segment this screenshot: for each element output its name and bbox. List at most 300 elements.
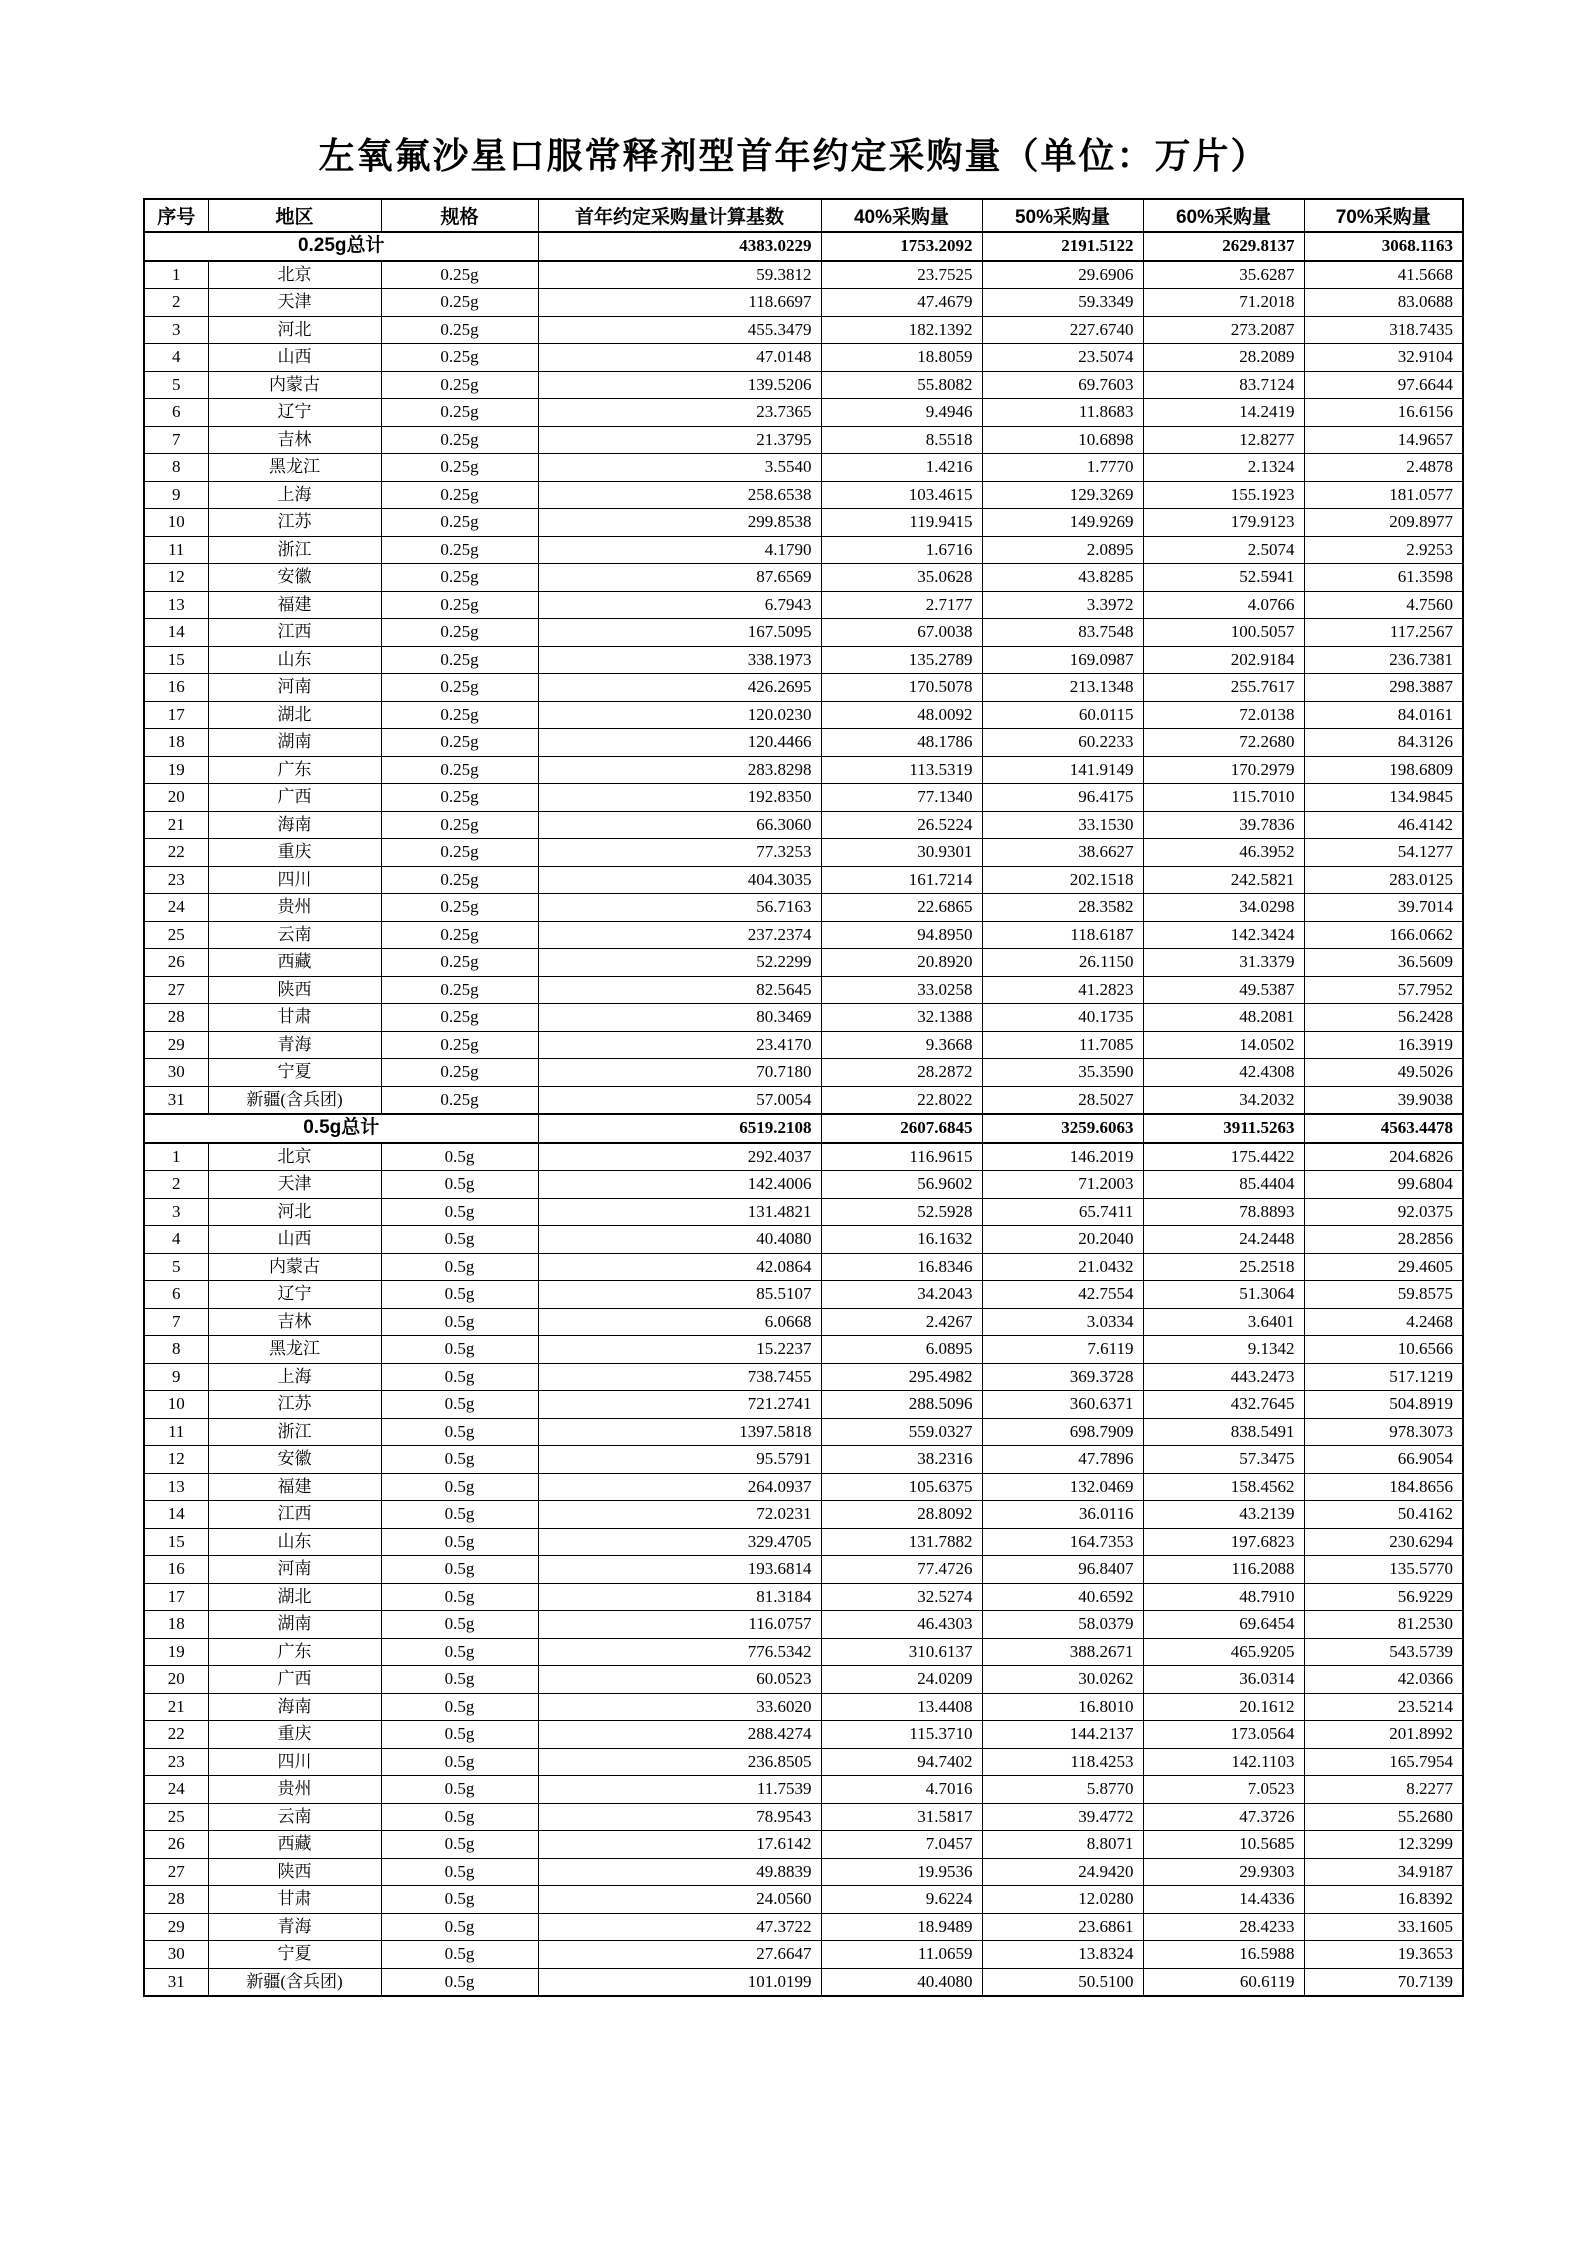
table-row	[144, 1831, 1463, 1859]
region-cell: 广西	[208, 1666, 381, 1694]
spec-cell: 0.25g	[381, 674, 538, 702]
region-cell: 广东	[208, 1638, 381, 1666]
table-row	[144, 1171, 1463, 1199]
spec-cell: 0.5g	[381, 1858, 538, 1886]
value-cell: 26.5224	[821, 811, 982, 839]
value-cell: 5.8770	[982, 1776, 1143, 1804]
table-row	[144, 481, 1463, 509]
value-cell: 8.5518	[821, 426, 982, 454]
row-number-cell: 29	[144, 1913, 208, 1941]
value-cell: 83.7548	[982, 619, 1143, 647]
region-cell: 青海	[208, 1913, 381, 1941]
value-cell: 9.3668	[821, 1031, 982, 1059]
value-cell: 142.3424	[1143, 921, 1304, 949]
spec-cell: 0.5g	[381, 1638, 538, 1666]
region-cell: 天津	[208, 1171, 381, 1199]
value-cell: 318.7435	[1304, 316, 1463, 344]
value-cell: 92.0375	[1304, 1198, 1463, 1226]
table-row	[144, 1473, 1463, 1501]
row-number-cell: 25	[144, 921, 208, 949]
value-cell: 25.2518	[1143, 1253, 1304, 1281]
row-number-cell: 7	[144, 426, 208, 454]
row-number-cell: 23	[144, 866, 208, 894]
spec-cell: 0.5g	[381, 1941, 538, 1969]
table-row	[144, 564, 1463, 592]
value-cell: 2.0895	[982, 536, 1143, 564]
spec-cell: 0.25g	[381, 811, 538, 839]
region-cell: 青海	[208, 1031, 381, 1059]
value-cell: 82.5645	[538, 976, 821, 1004]
value-cell: 69.6454	[1143, 1611, 1304, 1639]
section-total-value: 6519.2108	[538, 1114, 821, 1143]
spec-cell: 0.5g	[381, 1968, 538, 1996]
region-cell: 上海	[208, 481, 381, 509]
table-row	[144, 701, 1463, 729]
value-cell: 94.8950	[821, 921, 982, 949]
section-total-value: 3259.6063	[982, 1114, 1143, 1143]
value-cell: 29.6906	[982, 261, 1143, 289]
value-cell: 46.3952	[1143, 839, 1304, 867]
value-cell: 173.0564	[1143, 1721, 1304, 1749]
table-row	[144, 1776, 1463, 1804]
value-cell: 19.9536	[821, 1858, 982, 1886]
table-row	[144, 1418, 1463, 1446]
value-cell: 85.4404	[1143, 1171, 1304, 1199]
table-row	[144, 1583, 1463, 1611]
value-cell: 255.7617	[1143, 674, 1304, 702]
value-cell: 175.4422	[1143, 1143, 1304, 1171]
spec-cell: 0.5g	[381, 1171, 538, 1199]
row-number-cell: 16	[144, 1556, 208, 1584]
table-row	[144, 1666, 1463, 1694]
table-row	[144, 536, 1463, 564]
value-cell: 11.7085	[982, 1031, 1143, 1059]
value-cell: 78.8893	[1143, 1198, 1304, 1226]
value-cell: 38.2316	[821, 1446, 982, 1474]
value-cell: 36.0314	[1143, 1666, 1304, 1694]
spec-cell: 0.25g	[381, 454, 538, 482]
spec-cell: 0.25g	[381, 619, 538, 647]
section-total-value: 1753.2092	[821, 232, 982, 261]
value-cell: 83.7124	[1143, 371, 1304, 399]
value-cell: 39.7836	[1143, 811, 1304, 839]
value-cell: 426.2695	[538, 674, 821, 702]
value-cell: 24.9420	[982, 1858, 1143, 1886]
table-row	[144, 1308, 1463, 1336]
table-row	[144, 399, 1463, 427]
value-cell: 46.4142	[1304, 811, 1463, 839]
value-cell: 24.0560	[538, 1886, 821, 1914]
value-cell: 204.6826	[1304, 1143, 1463, 1171]
row-number-cell: 28	[144, 1004, 208, 1032]
value-cell: 6.0668	[538, 1308, 821, 1336]
value-cell: 167.5095	[538, 619, 821, 647]
value-cell: 16.1632	[821, 1226, 982, 1254]
spec-cell: 0.5g	[381, 1831, 538, 1859]
value-cell: 103.4615	[821, 481, 982, 509]
value-cell: 84.3126	[1304, 729, 1463, 757]
spec-cell: 0.5g	[381, 1748, 538, 1776]
value-cell: 443.2473	[1143, 1363, 1304, 1391]
value-cell: 23.7365	[538, 399, 821, 427]
region-cell: 陕西	[208, 976, 381, 1004]
value-cell: 46.4303	[821, 1611, 982, 1639]
value-cell: 144.2137	[982, 1721, 1143, 1749]
row-number-cell: 9	[144, 481, 208, 509]
value-cell: 42.0864	[538, 1253, 821, 1281]
value-cell: 13.8324	[982, 1941, 1143, 1969]
row-number-cell: 17	[144, 701, 208, 729]
value-cell: 21.0432	[982, 1253, 1143, 1281]
region-cell: 贵州	[208, 1776, 381, 1804]
value-cell: 12.0280	[982, 1886, 1143, 1914]
table-row	[144, 949, 1463, 977]
value-cell: 67.0038	[821, 619, 982, 647]
value-cell: 165.7954	[1304, 1748, 1463, 1776]
value-cell: 61.3598	[1304, 564, 1463, 592]
spec-cell: 0.5g	[381, 1198, 538, 1226]
value-cell: 54.1277	[1304, 839, 1463, 867]
value-cell: 35.3590	[982, 1059, 1143, 1087]
table-row	[144, 1528, 1463, 1556]
spec-cell: 0.25g	[381, 894, 538, 922]
spec-cell: 0.5g	[381, 1446, 538, 1474]
region-cell: 江西	[208, 1501, 381, 1529]
row-number-cell: 24	[144, 894, 208, 922]
value-cell: 100.5057	[1143, 619, 1304, 647]
value-cell: 155.1923	[1143, 481, 1304, 509]
row-number-cell: 11	[144, 1418, 208, 1446]
value-cell: 48.0092	[821, 701, 982, 729]
value-cell: 22.6865	[821, 894, 982, 922]
table-row	[144, 811, 1463, 839]
region-cell: 北京	[208, 1143, 381, 1171]
value-cell: 6.0895	[821, 1336, 982, 1364]
table-row	[144, 1391, 1463, 1419]
value-cell: 360.6371	[982, 1391, 1143, 1419]
table-body	[144, 232, 1463, 1996]
table-row	[144, 839, 1463, 867]
table-row	[144, 344, 1463, 372]
value-cell: 23.4170	[538, 1031, 821, 1059]
value-cell: 4.0766	[1143, 591, 1304, 619]
value-cell: 11.0659	[821, 1941, 982, 1969]
value-cell: 70.7180	[538, 1059, 821, 1087]
row-number-cell: 8	[144, 1336, 208, 1364]
row-number-cell: 31	[144, 1086, 208, 1114]
spec-cell: 0.5g	[381, 1556, 538, 1584]
row-number-cell: 23	[144, 1748, 208, 1776]
value-cell: 66.9054	[1304, 1446, 1463, 1474]
value-cell: 47.3722	[538, 1913, 821, 1941]
section-total-value: 4383.0229	[538, 232, 821, 261]
spec-cell: 0.5g	[381, 1583, 538, 1611]
value-cell: 201.8992	[1304, 1721, 1463, 1749]
value-cell: 96.8407	[982, 1556, 1143, 1584]
value-cell: 4.7560	[1304, 591, 1463, 619]
row-number-cell: 31	[144, 1968, 208, 1996]
row-number-cell: 3	[144, 1198, 208, 1226]
spec-cell: 0.25g	[381, 1031, 538, 1059]
region-cell: 宁夏	[208, 1941, 381, 1969]
row-number-cell: 20	[144, 1666, 208, 1694]
value-cell: 48.2081	[1143, 1004, 1304, 1032]
value-cell: 543.5739	[1304, 1638, 1463, 1666]
table-row	[144, 1226, 1463, 1254]
value-cell: 20.8920	[821, 949, 982, 977]
value-cell: 23.6861	[982, 1913, 1143, 1941]
value-cell: 115.3710	[821, 1721, 982, 1749]
value-cell: 80.3469	[538, 1004, 821, 1032]
table-row	[144, 1253, 1463, 1281]
value-cell: 2.7177	[821, 591, 982, 619]
row-number-cell: 25	[144, 1803, 208, 1831]
value-cell: 21.3795	[538, 426, 821, 454]
value-cell: 18.8059	[821, 344, 982, 372]
value-cell: 338.1973	[538, 646, 821, 674]
region-cell: 新疆(含兵团)	[208, 1968, 381, 1996]
value-cell: 838.5491	[1143, 1418, 1304, 1446]
value-cell: 59.3349	[982, 289, 1143, 317]
value-cell: 16.5988	[1143, 1941, 1304, 1969]
row-number-cell: 15	[144, 646, 208, 674]
value-cell: 115.7010	[1143, 784, 1304, 812]
region-cell: 四川	[208, 1748, 381, 1776]
spec-cell: 0.25g	[381, 784, 538, 812]
region-cell: 河北	[208, 316, 381, 344]
value-cell: 39.9038	[1304, 1086, 1463, 1114]
spec-cell: 0.5g	[381, 1308, 538, 1336]
section-total-value: 4563.4478	[1304, 1114, 1463, 1143]
row-number-cell: 10	[144, 509, 208, 537]
value-cell: 65.7411	[982, 1198, 1143, 1226]
spec-cell: 0.25g	[381, 1086, 538, 1114]
region-cell: 山东	[208, 646, 381, 674]
section-total-row	[144, 232, 1463, 261]
value-cell: 11.7539	[538, 1776, 821, 1804]
region-cell: 宁夏	[208, 1059, 381, 1087]
spec-cell: 0.5g	[381, 1501, 538, 1529]
spec-cell: 0.5g	[381, 1363, 538, 1391]
value-cell: 23.5074	[982, 344, 1143, 372]
value-cell: 28.3582	[982, 894, 1143, 922]
column-header: 40%采购量	[821, 199, 982, 232]
value-cell: 72.0138	[1143, 701, 1304, 729]
row-number-cell: 14	[144, 619, 208, 647]
value-cell: 59.3812	[538, 261, 821, 289]
spec-cell: 0.5g	[381, 1336, 538, 1364]
value-cell: 32.5274	[821, 1583, 982, 1611]
region-cell: 山西	[208, 1226, 381, 1254]
row-number-cell: 28	[144, 1886, 208, 1914]
value-cell: 227.6740	[982, 316, 1143, 344]
row-number-cell: 27	[144, 1858, 208, 1886]
row-number-cell: 1	[144, 1143, 208, 1171]
value-cell: 283.0125	[1304, 866, 1463, 894]
region-cell: 江西	[208, 619, 381, 647]
row-number-cell: 8	[144, 454, 208, 482]
column-header: 序号	[144, 199, 208, 232]
section-total-value: 3911.5263	[1143, 1114, 1304, 1143]
value-cell: 2.5074	[1143, 536, 1304, 564]
value-cell: 236.7381	[1304, 646, 1463, 674]
table-row	[144, 1638, 1463, 1666]
value-cell: 164.7353	[982, 1528, 1143, 1556]
value-cell: 10.6566	[1304, 1336, 1463, 1364]
value-cell: 42.0366	[1304, 1666, 1463, 1694]
spec-cell: 0.25g	[381, 976, 538, 1004]
value-cell: 29.4605	[1304, 1253, 1463, 1281]
column-header: 地区	[208, 199, 381, 232]
value-cell: 117.2567	[1304, 619, 1463, 647]
value-cell: 47.3726	[1143, 1803, 1304, 1831]
spec-cell: 0.5g	[381, 1143, 538, 1171]
value-cell: 30.0262	[982, 1666, 1143, 1694]
value-cell: 132.0469	[982, 1473, 1143, 1501]
value-cell: 26.1150	[982, 949, 1143, 977]
region-cell: 河北	[208, 1198, 381, 1226]
value-cell: 20.1612	[1143, 1693, 1304, 1721]
table-row	[144, 1446, 1463, 1474]
value-cell: 60.6119	[1143, 1968, 1304, 1996]
value-cell: 23.7525	[821, 261, 982, 289]
value-cell: 55.8082	[821, 371, 982, 399]
row-number-cell: 30	[144, 1941, 208, 1969]
row-number-cell: 2	[144, 1171, 208, 1199]
value-cell: 52.2299	[538, 949, 821, 977]
value-cell: 28.2856	[1304, 1226, 1463, 1254]
value-cell: 30.9301	[821, 839, 982, 867]
value-cell: 40.1735	[982, 1004, 1143, 1032]
table-row	[144, 1363, 1463, 1391]
column-header: 70%采购量	[1304, 199, 1463, 232]
table-row	[144, 756, 1463, 784]
spec-cell: 0.25g	[381, 756, 538, 784]
value-cell: 49.5026	[1304, 1059, 1463, 1087]
value-cell: 404.3035	[538, 866, 821, 894]
value-cell: 192.8350	[538, 784, 821, 812]
value-cell: 170.2979	[1143, 756, 1304, 784]
table-row	[144, 1059, 1463, 1087]
spec-cell: 0.5g	[381, 1418, 538, 1446]
spec-cell: 0.25g	[381, 344, 538, 372]
table-row	[144, 1611, 1463, 1639]
value-cell: 8.2277	[1304, 1776, 1463, 1804]
table-row	[144, 1004, 1463, 1032]
value-cell: 7.0457	[821, 1831, 982, 1859]
spec-cell: 0.5g	[381, 1528, 538, 1556]
column-header: 60%采购量	[1143, 199, 1304, 232]
value-cell: 213.1348	[982, 674, 1143, 702]
value-cell: 181.0577	[1304, 481, 1463, 509]
procurement-table	[143, 198, 1464, 1997]
table-row	[144, 591, 1463, 619]
value-cell: 16.8010	[982, 1693, 1143, 1721]
value-cell: 34.9187	[1304, 1858, 1463, 1886]
value-cell: 158.4562	[1143, 1473, 1304, 1501]
row-number-cell: 4	[144, 344, 208, 372]
table-row	[144, 1803, 1463, 1831]
value-cell: 34.2032	[1143, 1086, 1304, 1114]
value-cell: 56.2428	[1304, 1004, 1463, 1032]
value-cell: 9.6224	[821, 1886, 982, 1914]
spec-cell: 0.25g	[381, 399, 538, 427]
value-cell: 135.2789	[821, 646, 982, 674]
table-row	[144, 1086, 1463, 1114]
value-cell: 16.6156	[1304, 399, 1463, 427]
value-cell: 329.4705	[538, 1528, 821, 1556]
section-total-value: 2191.5122	[982, 232, 1143, 261]
region-cell: 甘肃	[208, 1004, 381, 1032]
value-cell: 47.7896	[982, 1446, 1143, 1474]
region-cell: 福建	[208, 1473, 381, 1501]
value-cell: 99.6804	[1304, 1171, 1463, 1199]
value-cell: 16.8392	[1304, 1886, 1463, 1914]
region-cell: 云南	[208, 1803, 381, 1831]
table-row	[144, 454, 1463, 482]
value-cell: 465.9205	[1143, 1638, 1304, 1666]
row-number-cell: 22	[144, 839, 208, 867]
value-cell: 209.8977	[1304, 509, 1463, 537]
region-cell: 贵州	[208, 894, 381, 922]
spec-cell: 0.5g	[381, 1913, 538, 1941]
column-header: 规格	[381, 199, 538, 232]
value-cell: 81.3184	[538, 1583, 821, 1611]
region-cell: 重庆	[208, 839, 381, 867]
value-cell: 52.5941	[1143, 564, 1304, 592]
table-row	[144, 1031, 1463, 1059]
value-cell: 57.0054	[538, 1086, 821, 1114]
value-cell: 47.0148	[538, 344, 821, 372]
region-cell: 福建	[208, 591, 381, 619]
value-cell: 23.5214	[1304, 1693, 1463, 1721]
value-cell: 738.7455	[538, 1363, 821, 1391]
row-number-cell: 18	[144, 1611, 208, 1639]
table-row	[144, 921, 1463, 949]
value-cell: 56.7163	[538, 894, 821, 922]
region-cell: 黑龙江	[208, 454, 381, 482]
value-cell: 39.7014	[1304, 894, 1463, 922]
row-number-cell: 7	[144, 1308, 208, 1336]
value-cell: 28.2872	[821, 1059, 982, 1087]
value-cell: 50.5100	[982, 1968, 1143, 1996]
value-cell: 40.6592	[982, 1583, 1143, 1611]
value-cell: 146.2019	[982, 1143, 1143, 1171]
table-row	[144, 866, 1463, 894]
value-cell: 131.4821	[538, 1198, 821, 1226]
region-cell: 内蒙古	[208, 1253, 381, 1281]
value-cell: 455.3479	[538, 316, 821, 344]
table-row	[144, 1336, 1463, 1364]
value-cell: 7.6119	[982, 1336, 1143, 1364]
value-cell: 120.0230	[538, 701, 821, 729]
table-row	[144, 316, 1463, 344]
value-cell: 118.4253	[982, 1748, 1143, 1776]
spec-cell: 0.25g	[381, 866, 538, 894]
region-cell: 北京	[208, 261, 381, 289]
value-cell: 15.2237	[538, 1336, 821, 1364]
value-cell: 118.6697	[538, 289, 821, 317]
spec-cell: 0.25g	[381, 289, 538, 317]
value-cell: 78.9543	[538, 1803, 821, 1831]
value-cell: 298.3887	[1304, 674, 1463, 702]
value-cell: 4.1790	[538, 536, 821, 564]
row-number-cell: 29	[144, 1031, 208, 1059]
value-cell: 4.7016	[821, 1776, 982, 1804]
value-cell: 13.4408	[821, 1693, 982, 1721]
value-cell: 120.4466	[538, 729, 821, 757]
spec-cell: 0.25g	[381, 564, 538, 592]
